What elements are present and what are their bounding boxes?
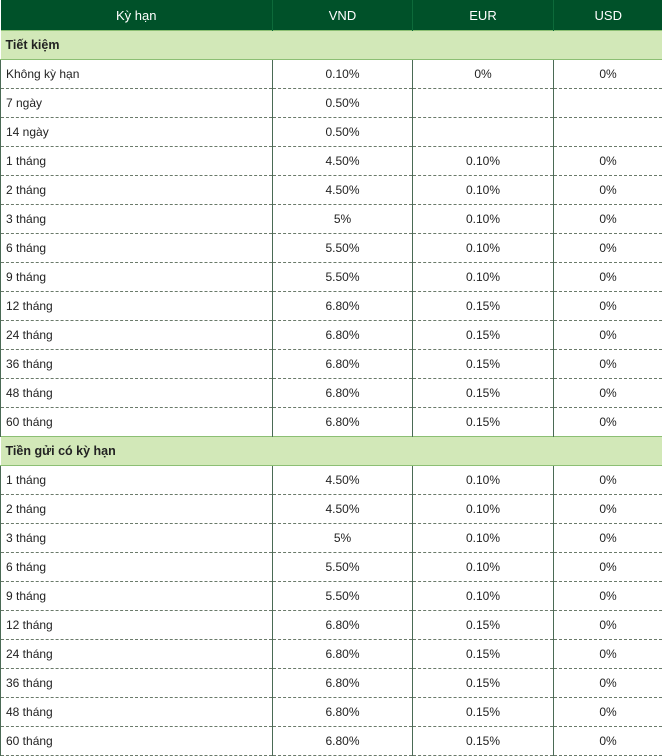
cell-term: 60 tháng [1,408,273,437]
cell-vnd: 6.80% [273,669,413,698]
cell-usd: 0% [554,408,662,437]
cell-eur: 0.10% [413,205,554,234]
cell-usd: 0% [554,292,662,321]
cell-usd [554,118,662,147]
table-row [1,408,662,437]
cell-term: 12 tháng [1,292,273,321]
cell-vnd: 5% [273,524,413,553]
cell-eur: 0.15% [413,611,554,640]
table-row [1,582,662,611]
cell-usd: 0% [554,524,662,553]
cell-usd: 0% [554,176,662,205]
header-eur: EUR [413,0,554,31]
cell-usd: 0% [554,205,662,234]
table-row [1,466,662,495]
cell-vnd: 4.50% [273,495,413,524]
table-row [1,118,662,147]
cell-eur: 0.10% [413,234,554,263]
cell-eur: 0.15% [413,350,554,379]
cell-usd: 0% [554,582,662,611]
section-title: Tiết kiệm [1,31,662,60]
header-usd: USD [554,0,662,31]
cell-usd: 0% [554,350,662,379]
cell-term: 3 tháng [1,524,273,553]
cell-term: 60 tháng [1,727,273,756]
cell-vnd: 6.80% [273,292,413,321]
table-row [1,524,662,553]
cell-usd: 0% [554,727,662,756]
cell-term: 14 ngày [1,118,273,147]
table-row [1,379,662,408]
cell-term: 36 tháng [1,669,273,698]
table-row [1,321,662,350]
cell-vnd: 6.80% [273,698,413,727]
cell-term: 2 tháng [1,495,273,524]
cell-term: 7 ngày [1,89,273,118]
cell-eur: 0.15% [413,292,554,321]
cell-usd: 0% [554,553,662,582]
section-title: Tiền gửi có kỳ hạn [1,437,662,466]
cell-term: 6 tháng [1,234,273,263]
cell-term: 36 tháng [1,350,273,379]
table-row [1,89,662,118]
cell-eur: 0.10% [413,176,554,205]
table-row [1,176,662,205]
cell-eur: 0.15% [413,727,554,756]
cell-vnd: 4.50% [273,176,413,205]
cell-term: 9 tháng [1,263,273,292]
table-row [1,640,662,669]
cell-eur [413,118,554,147]
cell-usd: 0% [554,495,662,524]
cell-usd [554,89,662,118]
cell-vnd: 5.50% [273,582,413,611]
section-row [1,31,662,60]
cell-term: 24 tháng [1,321,273,350]
cell-eur: 0.15% [413,321,554,350]
cell-vnd: 6.80% [273,611,413,640]
cell-vnd: 4.50% [273,147,413,176]
cell-vnd: 6.80% [273,379,413,408]
cell-eur [413,89,554,118]
table-row [1,147,662,176]
cell-eur: 0.10% [413,466,554,495]
table-row [1,553,662,582]
cell-vnd: 6.80% [273,350,413,379]
cell-eur: 0.15% [413,669,554,698]
table-row [1,611,662,640]
cell-vnd: 6.80% [273,640,413,669]
table-row [1,205,662,234]
header-term: Kỳ hạn [1,0,273,31]
cell-usd: 0% [554,263,662,292]
cell-term: 12 tháng [1,611,273,640]
cell-usd: 0% [554,379,662,408]
cell-vnd: 6.80% [273,727,413,756]
table-row [1,60,662,89]
cell-eur: 0.10% [413,263,554,292]
cell-usd: 0% [554,147,662,176]
cell-eur: 0.10% [413,553,554,582]
cell-vnd: 0.10% [273,60,413,89]
cell-eur: 0.10% [413,582,554,611]
cell-vnd: 6.80% [273,321,413,350]
cell-vnd: 6.80% [273,408,413,437]
cell-eur: 0.15% [413,408,554,437]
cell-usd: 0% [554,234,662,263]
table-header [1,0,662,31]
cell-usd: 0% [554,466,662,495]
cell-eur: 0.10% [413,524,554,553]
cell-usd: 0% [554,321,662,350]
cell-usd: 0% [554,698,662,727]
cell-term: 3 tháng [1,205,273,234]
cell-vnd: 5.50% [273,234,413,263]
cell-usd: 0% [554,60,662,89]
header-vnd: VND [273,0,413,31]
table-body [1,31,662,756]
cell-term: 48 tháng [1,379,273,408]
cell-term: Không kỳ hạn [1,60,273,89]
cell-term: 48 tháng [1,698,273,727]
table-row [1,263,662,292]
cell-eur: 0.15% [413,640,554,669]
cell-vnd: 4.50% [273,466,413,495]
cell-usd: 0% [554,640,662,669]
cell-eur: 0.15% [413,379,554,408]
cell-vnd: 0.50% [273,89,413,118]
table-row [1,292,662,321]
cell-term: 1 tháng [1,466,273,495]
cell-eur: 0.15% [413,698,554,727]
section-row [1,437,662,466]
table-row [1,495,662,524]
table-row [1,698,662,727]
cell-term: 9 tháng [1,582,273,611]
cell-eur: 0% [413,60,554,89]
cell-usd: 0% [554,669,662,698]
cell-vnd: 5% [273,205,413,234]
table-row [1,669,662,698]
header-row [1,0,662,31]
table-row [1,234,662,263]
cell-eur: 0.10% [413,147,554,176]
cell-term: 6 tháng [1,553,273,582]
cell-term: 1 tháng [1,147,273,176]
table-row [1,350,662,379]
cell-eur: 0.10% [413,495,554,524]
table-row [1,727,662,756]
cell-vnd: 5.50% [273,553,413,582]
cell-vnd: 5.50% [273,263,413,292]
cell-vnd: 0.50% [273,118,413,147]
cell-term: 24 tháng [1,640,273,669]
cell-term: 2 tháng [1,176,273,205]
cell-usd: 0% [554,611,662,640]
